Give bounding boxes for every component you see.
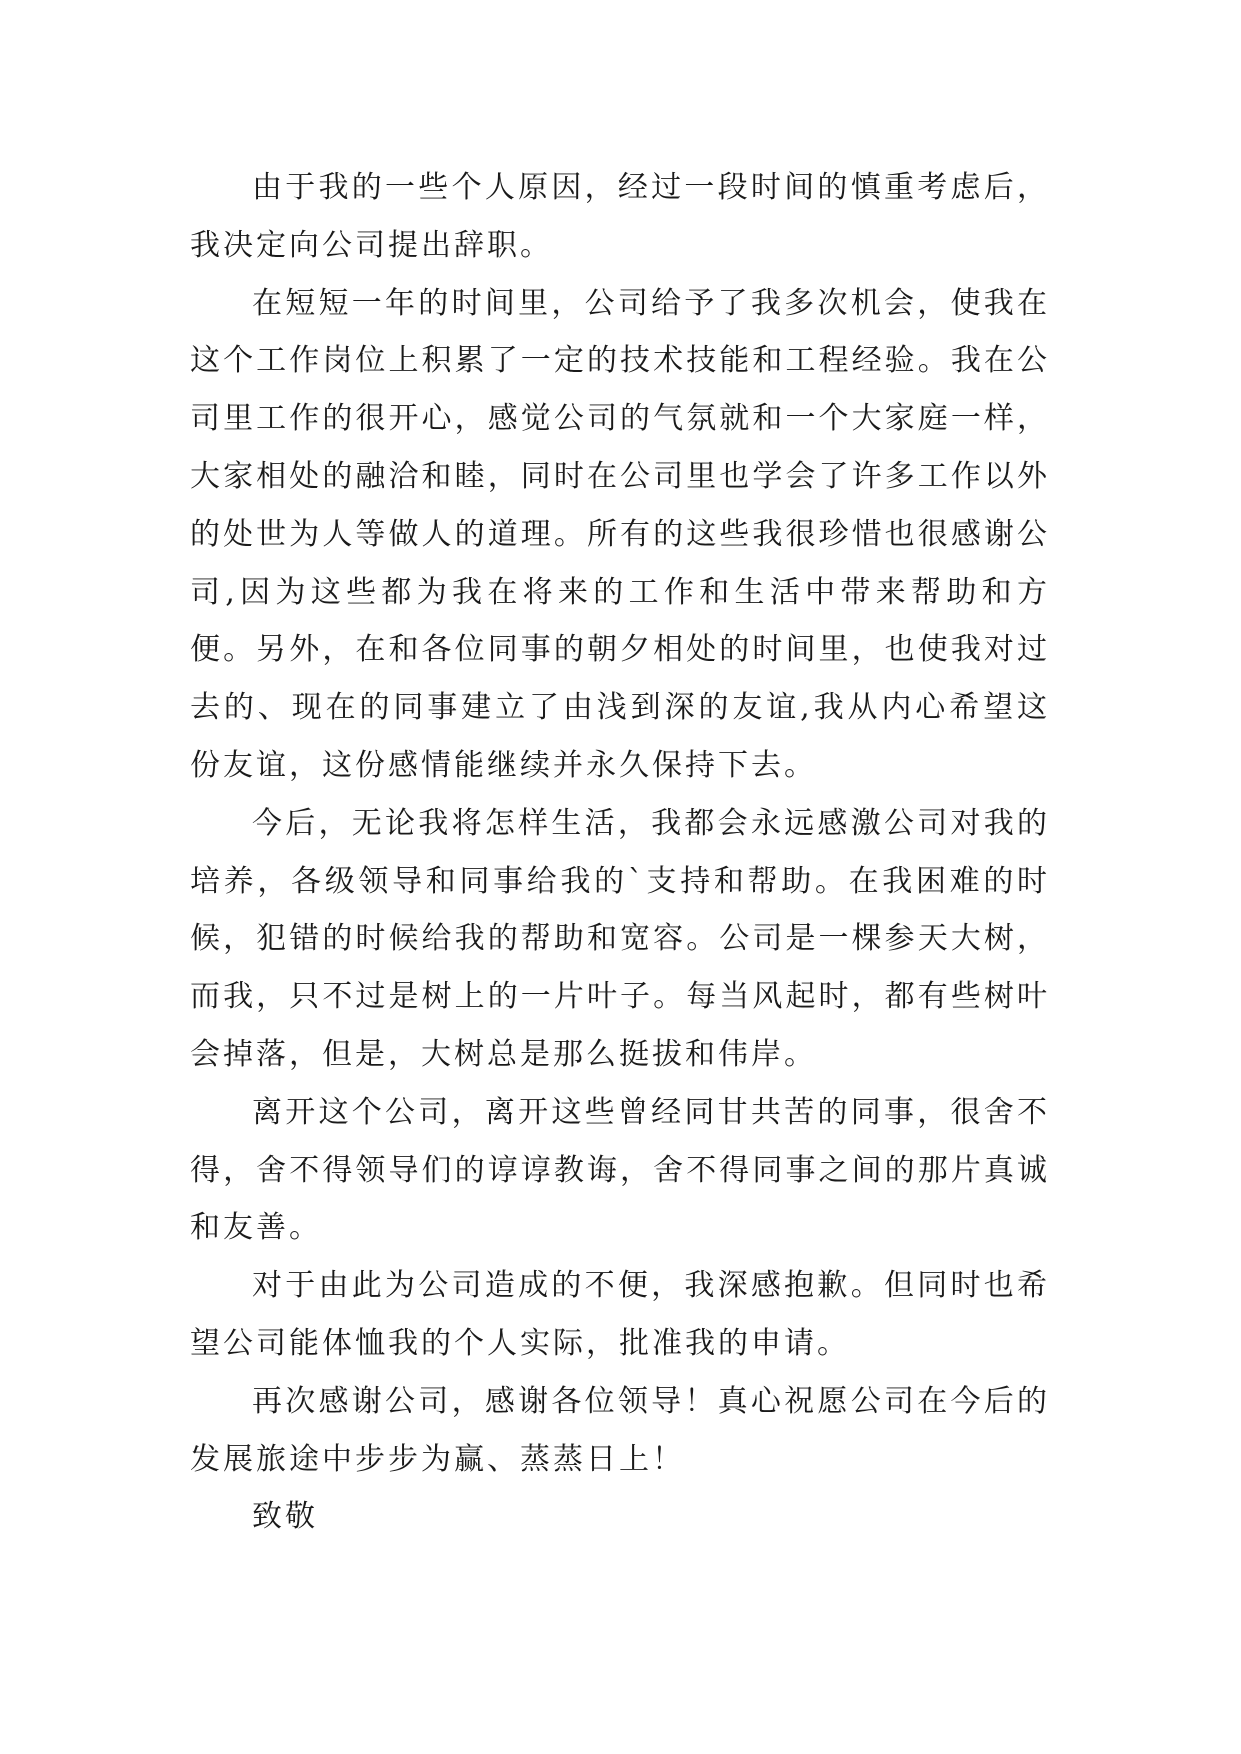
paragraph-reluctance: 离开这个公司，离开这些曾经同甘共苦的同事，很舍不得，舍不得领导们的谆谆教诲，舍不得同事之间的那片真诚和友善。 bbox=[190, 1094, 1050, 1246]
paragraph-resignation-reason: 由于我的一些个人原因，经过一段时间的慎重考虑后，我决定向公司提出辞职。 bbox=[190, 170, 1050, 263]
paragraph-apology: 对于由此为公司造成的不便，我深感抱歉。但同时也希望公司能体恤我的个人实际，批准我的申请。 bbox=[190, 1268, 1050, 1361]
paragraph-gratitude-experience: 在短短一年的时间里，公司给予了我多次机会，使我在这个工作岗位上积累了一定的技术技能和工程经验。我在公司里工作的很开心，感觉公司的气氛就和一个大家庭一样，大家相处的融洽和睦，同时在公司里也学会了许多工作以外的处世为人等做人的道理。所有的这些我很珍惜也很感谢公司,因为这些都为我在将来的工作和生活中带来帮助和方便。另外，在和各位同事的朝夕相处的时间里，也使我对过去的、现在的同事建立了由浅到深的友谊,我从内心希望这份友谊，这份感情能继续并永久保持下去。 bbox=[190, 285, 1050, 783]
paragraph-future-thanks: 今后，无论我将怎样生活，我都会永远感激公司对我的培养，各级领导和同事给我的`支持和帮助。在我困难的时候，犯错的时候给我的帮助和宽容。公司是一棵参天大树，而我，只不过是树上的一片叶子。每当风起时，都有些树叶会掉落，但是，大树总是那么挺拔和伟岸。 bbox=[190, 805, 1050, 1072]
letter-body bbox=[190, 159, 1050, 1546]
paragraph-salutation: 致敬 bbox=[252, 1499, 318, 1535]
paragraph-best-wishes: 再次感谢公司，感谢各位领导！真心祝愿公司在今后的发展旅途中步步为赢、蒸蒸日上！ bbox=[190, 1383, 1050, 1477]
